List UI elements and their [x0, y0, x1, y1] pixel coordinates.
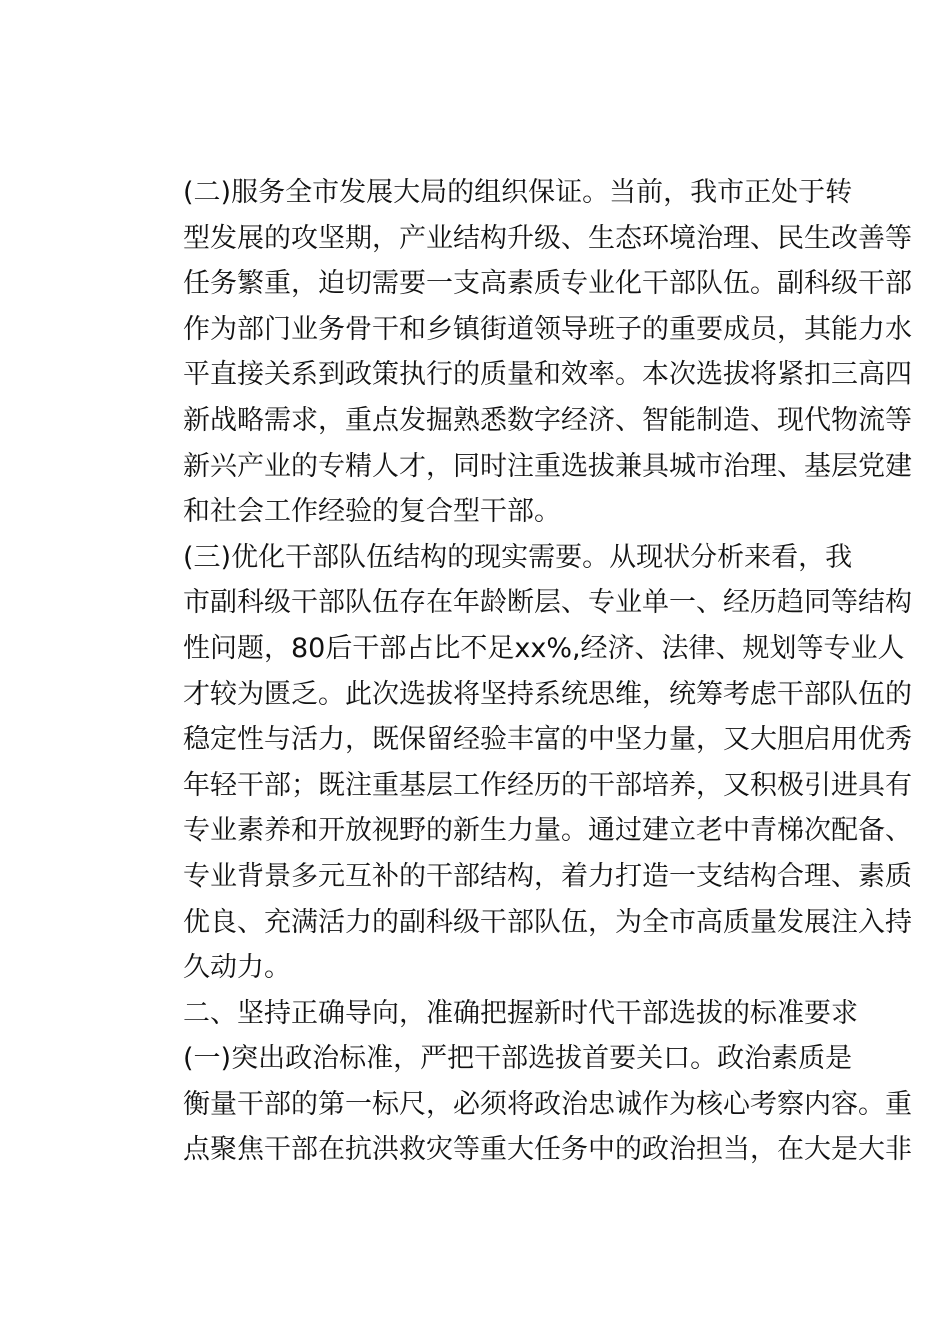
text-line: 和社会工作经验的复合型干部。	[183, 496, 561, 528]
text-line: (三)优化干部队伍结构的现实需要。从现状分析来看，我	[183, 541, 853, 573]
text-line: 性问题，80后干部占比不足xx%,经济、法律、规划等专业人	[183, 632, 905, 664]
section-heading-text: 二、坚持正确导向，准确把握新时代干部选拔的标准要求	[183, 997, 858, 1029]
text-line: 才较为匮乏。此次选拔将坚持系统思维，统筹考虑干部队伍的	[183, 678, 912, 710]
text-line: 新战略需求，重点发掘熟悉数字经济、智能制造、现代物流等	[183, 404, 912, 436]
text-line: 久动力。	[183, 952, 291, 984]
text-line: 市副科级干部队伍存在年龄断层、专业单一、经历趋同等结构	[183, 587, 912, 619]
text-line: 专业素养和开放视野的新生力量。通过建立老中青梯次配备、	[183, 815, 912, 847]
paragraph-service-overall-situation	[129, 170, 912, 535]
text-line: 衡量干部的第一标尺，必须将政治忠诚作为核心考察内容。重	[183, 1088, 912, 1120]
text-line: 型发展的攻坚期，产业结构升级、生态环境治理、民生改善等	[183, 222, 912, 254]
text-line: 优良、充满活力的副科级干部队伍，为全市高质量发展注入持	[183, 906, 912, 938]
text-line: 作为部门业务骨干和乡镇街道领导班子的重要成员，其能力水	[183, 313, 912, 345]
text-line: 平直接关系到政策执行的质量和效率。本次选拔将紧扣三高四	[183, 359, 912, 391]
text-line: 专业背景多元互补的干部结构，着力打造一支结构合理、素质	[183, 860, 912, 892]
paragraph-political-standard	[129, 1036, 912, 1173]
paragraph-optimize-structure	[129, 535, 912, 991]
text-line: (二)服务全市发展大局的组织保证。当前，我市正处于转	[183, 177, 853, 208]
document-body	[129, 170, 912, 1173]
text-line: 年轻干部；既注重基层工作经历的干部培养，又积极引进具有	[183, 769, 912, 801]
text-line: 点聚焦干部在抗洪救灾等重大任务中的政治担当，在大是大非	[183, 1134, 912, 1166]
text-line: 新兴产业的专精人才，同时注重选拔兼具城市治理、基层党建	[183, 450, 912, 482]
section-heading	[129, 991, 858, 1037]
text-line: 稳定性与活力，既保留经验丰富的中坚力量，又大胆启用优秀	[183, 724, 912, 756]
text-line: (一)突出政治标准，严把干部选拔首要关口。政治素质是	[183, 1043, 853, 1075]
text-line: 任务繁重，迫切需要一支高素质专业化干部队伍。副科级干部	[183, 268, 912, 300]
